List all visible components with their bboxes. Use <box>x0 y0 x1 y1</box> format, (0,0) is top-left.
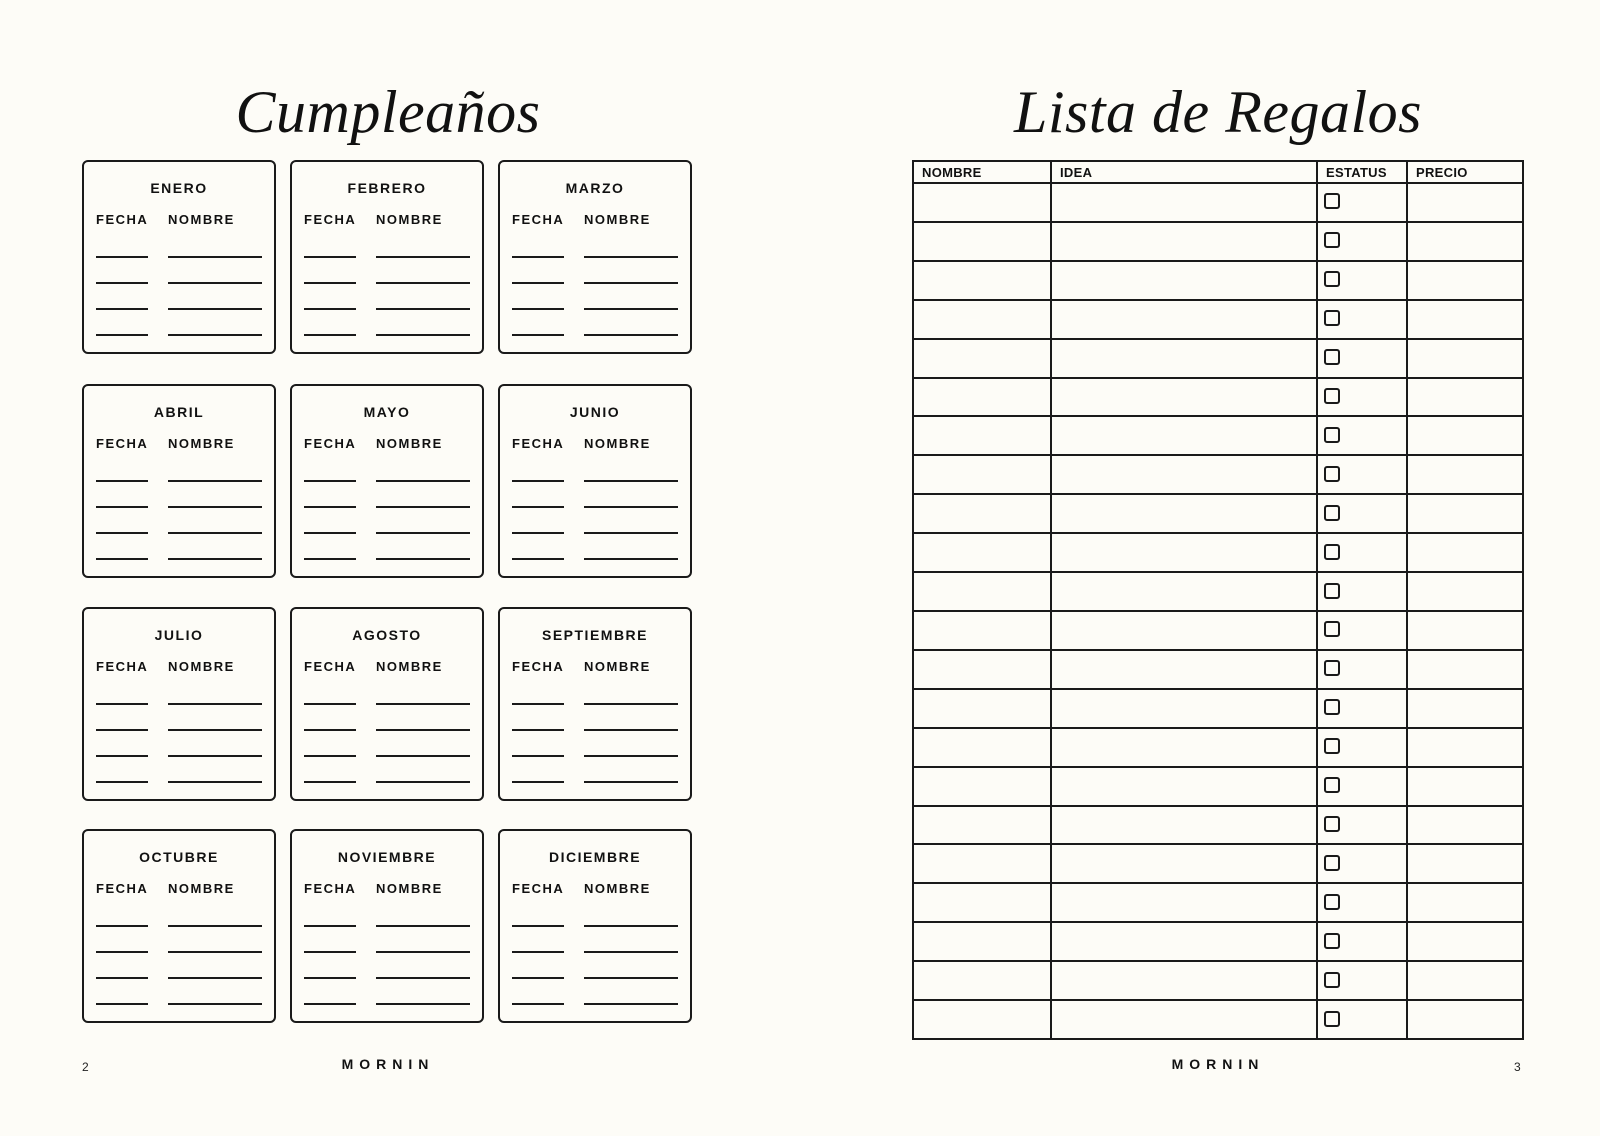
month-name: FEBRERO <box>347 180 427 196</box>
fecha-label: FECHA <box>304 212 357 227</box>
row-divider <box>914 454 1522 456</box>
name-write-line[interactable] <box>168 729 262 731</box>
month-name: ABRIL <box>153 404 205 420</box>
name-write-line[interactable] <box>376 256 470 258</box>
gift-list-table <box>912 160 1524 1040</box>
status-checkbox[interactable] <box>1324 466 1340 482</box>
brand-left: MORNIN <box>341 1056 435 1072</box>
date-write-line[interactable] <box>304 308 356 310</box>
nombre-label: NOMBRE <box>376 659 443 674</box>
name-write-line[interactable] <box>168 925 262 927</box>
header-estatus: ESTATUS <box>1326 165 1387 180</box>
date-write-line[interactable] <box>96 951 148 953</box>
name-write-line[interactable] <box>168 977 262 979</box>
date-write-line[interactable] <box>96 506 148 508</box>
date-write-line[interactable] <box>304 282 356 284</box>
date-write-line[interactable] <box>512 282 564 284</box>
nombre-label: NOMBRE <box>168 881 235 896</box>
status-checkbox[interactable] <box>1324 1011 1340 1027</box>
date-write-line[interactable] <box>96 781 148 783</box>
column-divider <box>1406 162 1408 1038</box>
date-write-line[interactable] <box>512 308 564 310</box>
date-write-line[interactable] <box>96 925 148 927</box>
date-write-line[interactable] <box>96 558 148 560</box>
month-card <box>290 829 484 1023</box>
header-divider <box>914 182 1522 184</box>
month-name: NOVIEMBRE <box>337 849 437 865</box>
row-divider <box>914 727 1522 729</box>
name-write-line[interactable] <box>168 334 262 336</box>
name-write-line[interactable] <box>584 334 678 336</box>
header-precio: PRECIO <box>1416 165 1468 180</box>
status-checkbox[interactable] <box>1324 193 1340 209</box>
row-divider <box>914 571 1522 573</box>
date-write-line[interactable] <box>512 755 564 757</box>
date-write-line[interactable] <box>512 334 564 336</box>
header-nombre: NOMBRE <box>922 165 982 180</box>
month-name: JUNIO <box>569 404 621 420</box>
status-checkbox[interactable] <box>1324 505 1340 521</box>
name-write-line[interactable] <box>584 755 678 757</box>
month-name: MAYO <box>363 404 411 420</box>
row-divider <box>914 493 1522 495</box>
name-write-line[interactable] <box>376 729 470 731</box>
row-divider <box>914 260 1522 262</box>
date-write-line[interactable] <box>512 558 564 560</box>
name-write-line[interactable] <box>376 558 470 560</box>
fecha-label: FECHA <box>512 881 565 896</box>
status-checkbox[interactable] <box>1324 544 1340 560</box>
status-checkbox[interactable] <box>1324 972 1340 988</box>
date-write-line[interactable] <box>304 1003 356 1005</box>
month-name: SEPTIEMBRE <box>541 627 648 643</box>
row-divider <box>914 415 1522 417</box>
fecha-label: FECHA <box>512 659 565 674</box>
name-write-line[interactable] <box>376 308 470 310</box>
row-divider <box>914 299 1522 301</box>
date-write-line[interactable] <box>304 925 356 927</box>
date-write-line[interactable] <box>96 480 148 482</box>
name-write-line[interactable] <box>376 977 470 979</box>
status-checkbox[interactable] <box>1324 738 1340 754</box>
status-checkbox[interactable] <box>1324 310 1340 326</box>
status-checkbox[interactable] <box>1324 894 1340 910</box>
name-write-line[interactable] <box>584 1003 678 1005</box>
date-write-line[interactable] <box>512 703 564 705</box>
date-write-line[interactable] <box>512 781 564 783</box>
name-write-line[interactable] <box>584 282 678 284</box>
date-write-line[interactable] <box>304 558 356 560</box>
date-write-line[interactable] <box>96 1003 148 1005</box>
date-write-line[interactable] <box>512 532 564 534</box>
name-write-line[interactable] <box>168 703 262 705</box>
row-divider <box>914 882 1522 884</box>
month-name: DICIEMBRE <box>548 849 642 865</box>
nombre-label: NOMBRE <box>584 436 651 451</box>
status-checkbox[interactable] <box>1324 349 1340 365</box>
header-idea: IDEA <box>1060 165 1093 180</box>
month-card <box>82 384 276 578</box>
date-write-line[interactable] <box>96 334 148 336</box>
date-write-line[interactable] <box>96 729 148 731</box>
name-write-line[interactable] <box>584 703 678 705</box>
fecha-label: FECHA <box>512 436 565 451</box>
date-write-line[interactable] <box>304 755 356 757</box>
date-write-line[interactable] <box>96 256 148 258</box>
name-write-line[interactable] <box>168 1003 262 1005</box>
month-card <box>498 829 692 1023</box>
column-divider <box>1050 162 1052 1038</box>
page-number-left: 2 <box>82 1060 89 1074</box>
nombre-label: NOMBRE <box>584 881 651 896</box>
column-divider <box>1316 162 1318 1038</box>
month-card <box>82 607 276 801</box>
date-write-line[interactable] <box>304 977 356 979</box>
row-divider <box>914 843 1522 845</box>
name-write-line[interactable] <box>168 282 262 284</box>
date-write-line[interactable] <box>96 308 148 310</box>
fecha-label: FECHA <box>96 659 149 674</box>
status-checkbox[interactable] <box>1324 388 1340 404</box>
month-name: AGOSTO <box>352 627 422 643</box>
name-write-line[interactable] <box>376 951 470 953</box>
name-write-line[interactable] <box>584 532 678 534</box>
nombre-label: NOMBRE <box>168 212 235 227</box>
name-write-line[interactable] <box>376 925 470 927</box>
date-write-line[interactable] <box>512 256 564 258</box>
name-write-line[interactable] <box>168 480 262 482</box>
name-write-line[interactable] <box>376 506 470 508</box>
date-write-line[interactable] <box>96 755 148 757</box>
nombre-label: NOMBRE <box>584 212 651 227</box>
row-divider <box>914 221 1522 223</box>
date-write-line[interactable] <box>512 480 564 482</box>
date-write-line[interactable] <box>304 532 356 534</box>
name-write-line[interactable] <box>376 1003 470 1005</box>
date-write-line[interactable] <box>96 282 148 284</box>
date-write-line[interactable] <box>304 729 356 731</box>
name-write-line[interactable] <box>584 308 678 310</box>
nombre-label: NOMBRE <box>376 212 443 227</box>
name-write-line[interactable] <box>376 532 470 534</box>
name-write-line[interactable] <box>584 951 678 953</box>
row-divider <box>914 960 1522 962</box>
name-write-line[interactable] <box>584 925 678 927</box>
month-card <box>290 607 484 801</box>
date-write-line[interactable] <box>304 951 356 953</box>
row-divider <box>914 338 1522 340</box>
gift-list-title: Lista de Regalos <box>1014 79 1422 145</box>
fecha-label: FECHA <box>304 436 357 451</box>
date-write-line[interactable] <box>304 703 356 705</box>
date-write-line[interactable] <box>96 977 148 979</box>
page-number-right: 3 <box>1514 1060 1521 1074</box>
month-card <box>82 829 276 1023</box>
month-name: OCTUBRE <box>139 849 219 865</box>
name-write-line[interactable] <box>584 558 678 560</box>
month-name: ENERO <box>150 180 208 196</box>
row-divider <box>914 921 1522 923</box>
name-write-line[interactable] <box>376 282 470 284</box>
name-write-line[interactable] <box>168 755 262 757</box>
fecha-label: FECHA <box>96 212 149 227</box>
status-checkbox[interactable] <box>1324 855 1340 871</box>
name-write-line[interactable] <box>584 781 678 783</box>
status-checkbox[interactable] <box>1324 777 1340 793</box>
birthdays-title: Cumpleaños <box>235 79 541 145</box>
name-write-line[interactable] <box>376 755 470 757</box>
status-checkbox[interactable] <box>1324 699 1340 715</box>
status-checkbox[interactable] <box>1324 427 1340 443</box>
brand-right: MORNIN <box>1171 1056 1265 1072</box>
date-write-line[interactable] <box>304 506 356 508</box>
name-write-line[interactable] <box>376 703 470 705</box>
name-write-line[interactable] <box>584 506 678 508</box>
date-write-line[interactable] <box>512 925 564 927</box>
month-card <box>290 384 484 578</box>
name-write-line[interactable] <box>584 480 678 482</box>
date-write-line[interactable] <box>512 977 564 979</box>
nombre-label: NOMBRE <box>376 436 443 451</box>
date-write-line[interactable] <box>304 480 356 482</box>
nombre-label: NOMBRE <box>376 881 443 896</box>
date-write-line[interactable] <box>304 334 356 336</box>
row-divider <box>914 999 1522 1001</box>
date-write-line[interactable] <box>96 703 148 705</box>
nombre-label: NOMBRE <box>168 436 235 451</box>
fecha-label: FECHA <box>512 212 565 227</box>
nombre-label: NOMBRE <box>584 659 651 674</box>
name-write-line[interactable] <box>168 558 262 560</box>
status-checkbox[interactable] <box>1324 271 1340 287</box>
row-divider <box>914 766 1522 768</box>
row-divider <box>914 377 1522 379</box>
fecha-label: FECHA <box>96 881 149 896</box>
status-checkbox[interactable] <box>1324 621 1340 637</box>
name-write-line[interactable] <box>584 256 678 258</box>
row-divider <box>914 688 1522 690</box>
date-write-line[interactable] <box>512 506 564 508</box>
date-write-line[interactable] <box>512 729 564 731</box>
row-divider <box>914 805 1522 807</box>
date-write-line[interactable] <box>512 951 564 953</box>
month-card <box>82 160 276 354</box>
month-card <box>498 384 692 578</box>
status-checkbox[interactable] <box>1324 583 1340 599</box>
name-write-line[interactable] <box>168 506 262 508</box>
status-checkbox[interactable] <box>1324 933 1340 949</box>
status-checkbox[interactable] <box>1324 232 1340 248</box>
name-write-line[interactable] <box>376 781 470 783</box>
name-write-line[interactable] <box>376 480 470 482</box>
name-write-line[interactable] <box>168 308 262 310</box>
date-write-line[interactable] <box>96 532 148 534</box>
name-write-line[interactable] <box>168 532 262 534</box>
month-card <box>290 160 484 354</box>
status-checkbox[interactable] <box>1324 660 1340 676</box>
name-write-line[interactable] <box>168 256 262 258</box>
month-card <box>498 160 692 354</box>
name-write-line[interactable] <box>168 781 262 783</box>
name-write-line[interactable] <box>168 951 262 953</box>
month-name: MARZO <box>565 180 625 196</box>
month-name: JULIO <box>154 627 204 643</box>
date-write-line[interactable] <box>304 256 356 258</box>
fecha-label: FECHA <box>304 881 357 896</box>
date-write-line[interactable] <box>304 781 356 783</box>
month-card <box>498 607 692 801</box>
status-checkbox[interactable] <box>1324 816 1340 832</box>
row-divider <box>914 649 1522 651</box>
nombre-label: NOMBRE <box>168 659 235 674</box>
name-write-line[interactable] <box>584 977 678 979</box>
fecha-label: FECHA <box>304 659 357 674</box>
row-divider <box>914 532 1522 534</box>
date-write-line[interactable] <box>512 1003 564 1005</box>
row-divider <box>914 610 1522 612</box>
fecha-label: FECHA <box>96 436 149 451</box>
name-write-line[interactable] <box>376 334 470 336</box>
name-write-line[interactable] <box>584 729 678 731</box>
